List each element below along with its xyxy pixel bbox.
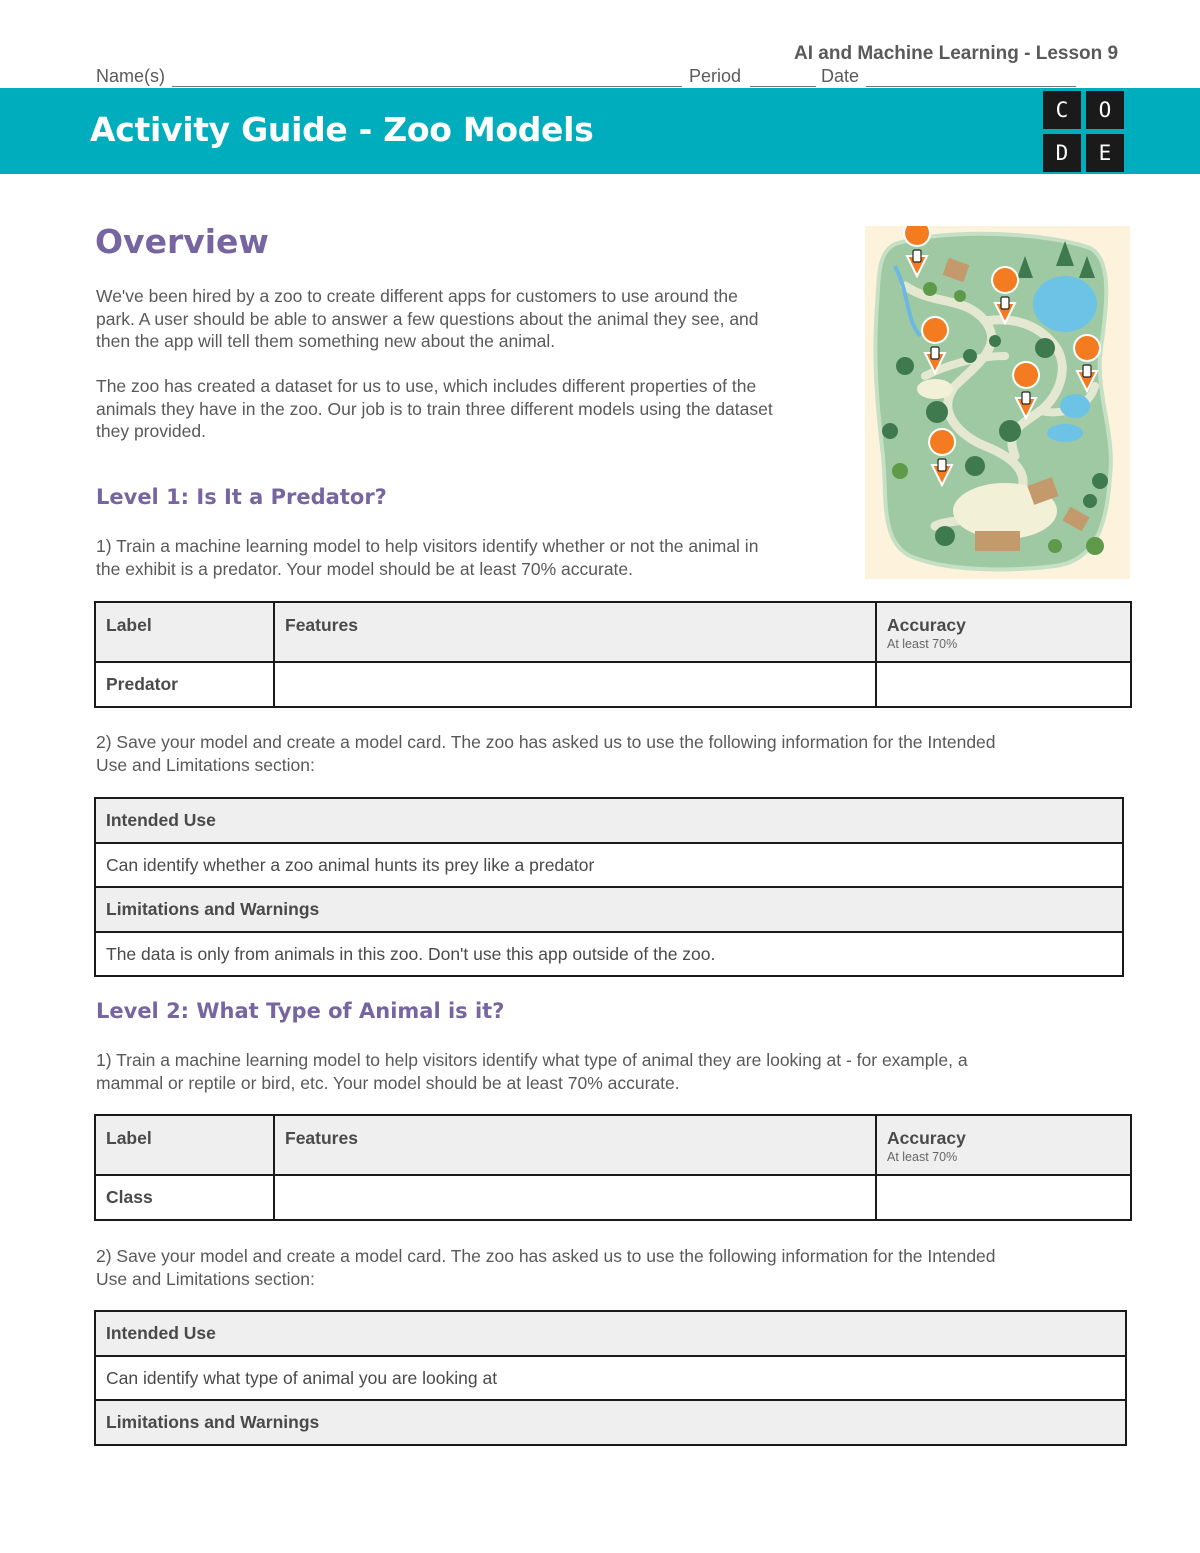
text-line: then the app will tell them something new about the animal.: [96, 331, 556, 351]
level2-step2: [96, 1245, 1136, 1290]
limitations-text: The data is only from animals in this zoo. Don't use this app outside of the zoo.: [95, 932, 1123, 976]
label-cell: Class: [95, 1175, 274, 1220]
features-input-cell[interactable]: [274, 662, 876, 707]
text-line: mammal or reptile or bird, etc. Your model should be at least 70% accurate.: [96, 1072, 680, 1093]
logo-letter: O: [1086, 91, 1124, 129]
text-line: 1) Train a machine learning model to help visitors identify what type of animal they are looking at - for example, a: [96, 1050, 968, 1070]
lesson-title: AI and Machine Learning - Lesson 9: [794, 43, 1119, 64]
text-line: Use and Limitations section:: [96, 1268, 315, 1289]
date-label: Date: [821, 66, 860, 86]
text-line: animals they have in the zoo. Our job is to train three different models using the dataset: [96, 398, 773, 419]
overview-heading: Overview: [95, 222, 269, 261]
code-logo: [1043, 91, 1124, 172]
limitations-heading: Limitations and Warnings: [95, 887, 1123, 932]
label-column-header: Label: [95, 602, 274, 662]
logo-letter: C: [1043, 91, 1081, 129]
text-line: 2) Save your model and create a model card. The zoo has asked us to use the following information for the Intended: [96, 1246, 996, 1266]
level1-heading: Level 1: Is It a Predator?: [96, 485, 387, 509]
logo-letter: E: [1086, 134, 1124, 172]
intended-use-text: Can identify whether a zoo animal hunts its prey like a predator: [95, 843, 1123, 887]
level2-step1: [96, 1049, 1136, 1094]
text-line: the exhibit is a predator. Your model should be at least 70% accurate.: [96, 558, 634, 579]
name-field[interactable]: [172, 86, 682, 87]
intended-use-heading: Intended Use: [95, 798, 1123, 843]
text-line: park. A user should be able to answer a few questions about the animal they see, and: [96, 308, 759, 329]
accuracy-column-header: [876, 602, 1131, 662]
date-field[interactable]: [866, 86, 1076, 87]
period-label: Period: [689, 66, 742, 86]
overview-paragraph-1: [96, 285, 876, 353]
text-line: Use and Limitations section:: [96, 754, 315, 775]
level1-step1: [96, 535, 856, 580]
level1-model-card-table: [94, 797, 1124, 977]
level1-step2: [96, 731, 1136, 776]
intended-use-heading: Intended Use: [95, 1311, 1126, 1356]
logo-letter: D: [1043, 134, 1081, 172]
accuracy-requirement: At least 70%: [887, 637, 958, 651]
text-line: 2) Save your model and create a model card. The zoo has asked us to use the following information for the Intended: [96, 732, 996, 752]
accuracy-requirement: At least 70%: [887, 1150, 958, 1164]
overview-paragraph-2: [96, 375, 876, 443]
text-line: 1) Train a machine learning model to help visitors identify whether or not the animal in: [96, 536, 759, 556]
intended-use-text: Can identify what type of animal you are looking at: [95, 1356, 1126, 1400]
text-line: The zoo has created a dataset for us to use, which includes different properties of the: [96, 376, 757, 396]
level2-model-card-table: [94, 1310, 1127, 1446]
features-column-header: Features: [274, 602, 876, 662]
page-title: Activity Guide - Zoo Models: [90, 110, 594, 149]
period-field[interactable]: [750, 86, 816, 87]
features-input-cell[interactable]: [274, 1175, 876, 1220]
label-cell: Predator: [95, 662, 274, 707]
accuracy-label: Accuracy: [887, 615, 966, 635]
zoo-map-illustration: [865, 226, 1130, 579]
level2-model-table: [94, 1114, 1132, 1221]
features-column-header: Features: [274, 1115, 876, 1175]
accuracy-input-cell[interactable]: [876, 1175, 1131, 1220]
accuracy-label: Accuracy: [887, 1128, 966, 1148]
level2-heading: Level 2: What Type of Animal is it?: [96, 999, 505, 1023]
text-line: We've been hired by a zoo to create different apps for customers to use around the: [96, 286, 738, 306]
name-label: Name(s): [96, 66, 166, 86]
limitations-heading: Limitations and Warnings: [95, 1400, 1126, 1445]
accuracy-input-cell[interactable]: [876, 662, 1131, 707]
level1-model-table: [94, 601, 1132, 708]
label-column-header: Label: [95, 1115, 274, 1175]
text-line: they provided.: [96, 421, 206, 441]
accuracy-column-header: [876, 1115, 1131, 1175]
